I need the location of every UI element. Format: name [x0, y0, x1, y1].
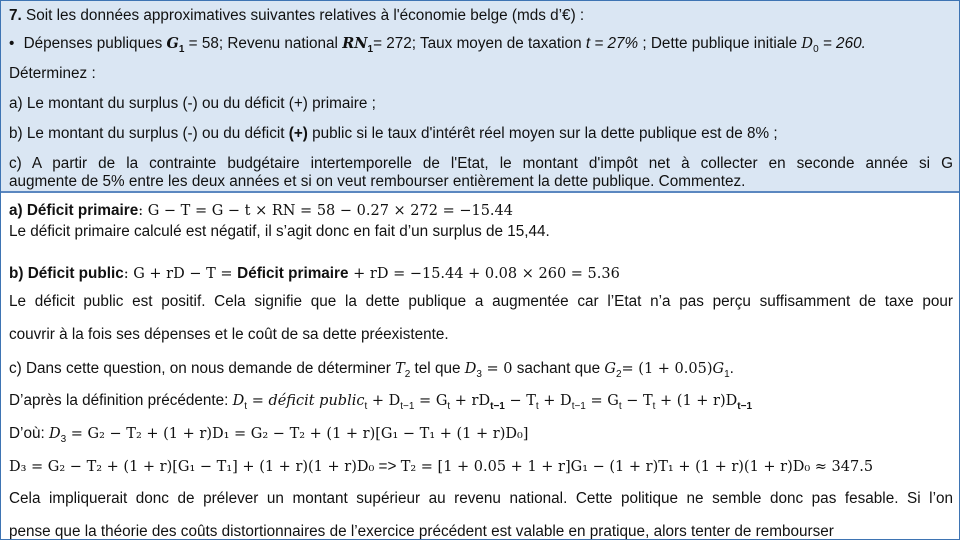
answer-a-label: a) Déficit primaire: [9, 202, 139, 219]
answer-c-comment-2: pense que la théorie des coûts distortionnaires de l’exercice précédent est valable en pratique, alors tenter de rembourser: [9, 523, 834, 540]
answer-c-comment-1: Cela impliquerait donc de prélever un montant supérieur au revenu national. Cette politique ne semble donc pas fesable. Si l’on: [9, 490, 953, 507]
data-bullet: • Dépenses publiques $G_1 = 58$; Revenu national $RN_1= 272$; Taux moyen de taxation t = 27% ; Dette publique initiale $D_0 = 260$.: [9, 35, 866, 56]
answer-area: [1, 193, 959, 539]
answer-a-formula: : G − T = G − t × RN = 58 − 0.27 × 272 = −15.44: [138, 203, 513, 219]
answer-a-comment: Le déficit primaire calculé est négatif, il s’agit donc en fait d’un surplus de 15,44.: [9, 223, 550, 240]
determine-label: Déterminez :: [9, 65, 96, 82]
answer-b-comment-1: Le déficit public est positif. Cela signifie que la dette publique a augmentée car l’Etat n’a pas perçu suffisamment de taxe pour: [9, 293, 953, 310]
answer-c-derivation: D’où: $D_3 = G_2 - T_2 + (1 + r)D_1 = G_2 - T_2 + (1 + r)[G_1 - T_1 + (1 + r)D_0]$: [9, 425, 529, 446]
answer-b-comment-2: couvrir à la fois ses dépenses et le coût de sa dette préexistente.: [9, 326, 449, 343]
answer-c-result: D₃ = G₂ − T₂ + (1 + r)[G₁ − T₁] + (1 + r)(1 + r)D₀ => T₂ = [1 + 0.05 + 1 + r]G₁ − (1 + r)T₁ + (1 + r)(1 + r)D₀ ≈ 347.5: [9, 458, 874, 475]
answer-b-label: b) Déficit public: [9, 265, 124, 282]
question-number: 7.: [9, 7, 22, 24]
question-item-b: b) Le montant du surplus (-) ou du déficit (+) public si le taux d'intérêt réel moyen sur la dette publique est de 8% ;: [9, 125, 778, 142]
question-title: 7. Soit les données approximatives suivantes relatives à l'économie belge (mds d’€) :: [9, 7, 585, 24]
question-item-c-line1: c) A partir de la contrainte budgétaire intertemporelle de l'Etat, le montant d'impôt net à collecter en seconde année si G: [9, 155, 953, 172]
question-item-c-line2: augmente de 5% entre les deux années et si on veut rembourser entièrement la dette publique. Commentez.: [9, 173, 746, 190]
bullet-icon: •: [9, 35, 15, 52]
question-box: [1, 1, 959, 193]
question-item-a: a) Le montant du surplus (-) ou du déficit (+) primaire ;: [9, 95, 376, 112]
answer-c-intro: c) Dans cette question, on nous demande de déterminer $T_2$ tel que $D_3 = 0$ sachant que $G_2= (1 + 0.05)G_1$.: [9, 360, 734, 381]
answer-a-line: [9, 201, 513, 221]
answer-c-definition: D’après la définition précédente: $D_t$ = déficit public$_t$ + $D_{t-1} = G_t + rD_{t-1} - T_t + D_{t-1} = G_t - T_t + (1 + r)D_{t-1}$: [9, 392, 753, 413]
answer-b-line: b) Déficit public: G + rD − T = Déficit primaire + rD = −15.44 + 0.08 × 260 = 5.36: [9, 265, 620, 282]
